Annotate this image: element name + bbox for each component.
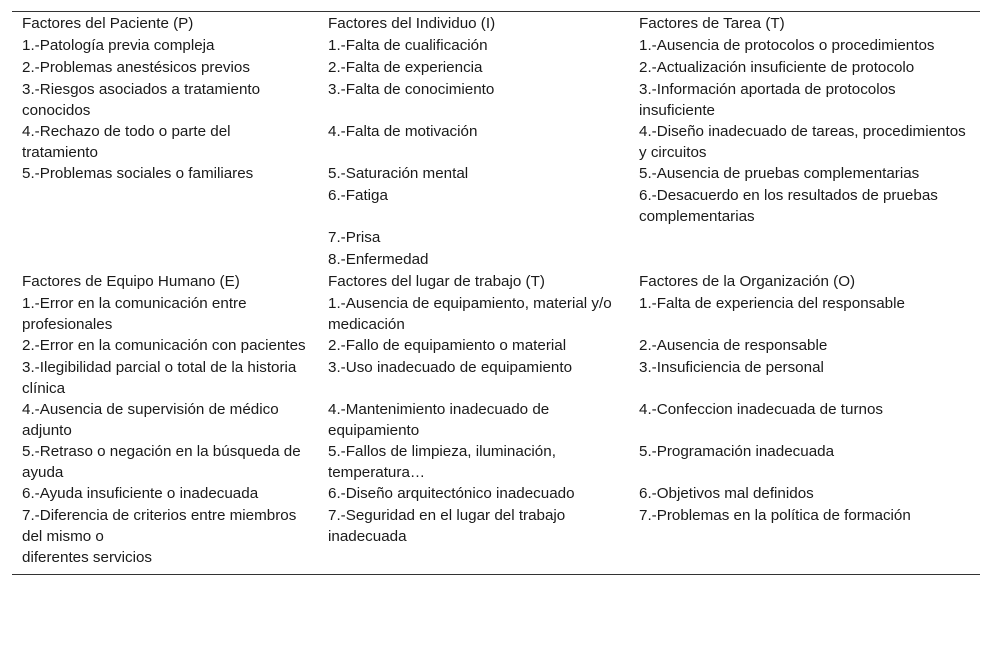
table-row [12,249,980,271]
table-row [12,227,980,249]
table-cell [318,547,629,574]
table-cell: 6.-Objetivos mal definidos [639,485,814,502]
table-cell: 4.-Diseño inadecuado de tareas, procedimientos y circuitos [639,123,966,161]
risk-factors-table [12,12,980,574]
table-cell: 3.-Ilegibilidad parcial o total de la historia clínica [22,359,297,397]
table-row [12,121,980,163]
table-row [12,293,980,335]
table-row [12,79,980,121]
table-cell: 7.-Seguridad en el lugar del trabajo inadecuada [328,507,566,545]
factors-table-container [12,11,980,575]
table-row [12,505,980,547]
table-row [12,35,980,57]
table-cell [12,227,318,249]
header-workplace-factors: Factores del lugar de trabajo (T) [328,273,545,290]
table-cell [629,249,980,271]
table-cell: 7.-Diferencia de criterios entre miembros del mismo o [22,507,297,545]
table-cell: 2.-Fallo de equipamiento o material [328,337,567,354]
table-cell: 5.-Problemas sociales o familiares [22,165,254,182]
table-cell: 1.-Error en la comunicación entre profesionales [22,295,247,333]
table-cell: 3.-Insuficiencia de personal [639,359,824,376]
table-cell: 6.-Fatiga [328,187,388,204]
table-cell [12,249,318,271]
table-cell: 4.-Rechazo de todo o parte del tratamiento [22,123,231,161]
table-cell: 3.-Información aportada de protocolos insuficiente [639,81,896,119]
table-cell: 5.-Fallos de limpieza, iluminación, temperatura… [328,443,556,481]
table-cell: 2.-Actualización insuficiente de protocolo [639,59,915,76]
table-cell: 3.-Falta de conocimiento [328,81,495,98]
table-cell [629,227,980,249]
header-individual-factors: Factores del Individuo (I) [328,15,496,32]
table-cell: 5.-Programación inadecuada [639,443,835,460]
table-cell: 5.-Saturación mental [328,165,469,182]
table-row [12,441,980,483]
table-row [12,357,980,399]
table-cell: 3.-Uso inadecuado de equipamiento [328,359,573,376]
header-task-factors: Factores de Tarea (T) [639,15,785,32]
table-row [12,399,980,441]
table-cell: 6.-Ayuda insuficiente o inadecuada [22,485,259,502]
table-row [12,335,980,357]
table-cell: 6.-Desacuerdo en los resultados de pruebas complementarias [639,187,938,225]
table-cell: 7.-Problemas en la política de formación [639,507,911,524]
table-cell: 7.-Prisa [328,229,381,246]
table-cell: 2.-Falta de experiencia [328,59,483,76]
table-cell: 1.-Falta de cualificación [328,37,488,54]
table-row [12,185,980,227]
section-header-row [12,271,980,293]
table-cell: 2.-Problemas anestésicos previos [22,59,250,76]
table-cell: 1.-Ausencia de protocolos o procedimientos [639,37,935,54]
table-cell: 1.-Ausencia de equipamiento, material y/o medicación [328,295,612,333]
table-cell [629,547,980,574]
table-cell: 2.-Error en la comunicación con pacientes [22,337,306,354]
table-cell: 4.-Falta de motivación [328,123,478,140]
table-cell: 6.-Diseño arquitectónico inadecuado [328,485,575,502]
table-cell: 4.-Mantenimiento inadecuado de equipamiento [328,401,550,439]
table-cell: 4.-Confeccion inadecuada de turnos [639,401,884,418]
header-organization-factors: Factores de la Organización (O) [639,273,856,290]
table-cell: 8.-Enfermedad [328,251,429,268]
header-team-factors: Factores de Equipo Humano (E) [22,273,240,290]
table-cell: 3.-Riesgos asociados a tratamiento conocidos [22,81,261,119]
section-header-row [12,12,980,35]
table-cell: 2.-Ausencia de responsable [639,337,828,354]
header-patient-factors: Factores del Paciente (P) [22,15,194,32]
table-cell [12,185,318,227]
table-row [12,483,980,505]
table-cell: 1.-Falta de experiencia del responsable [639,295,905,312]
table-cell: 5.-Retraso o negación en la búsqueda de ayuda [22,443,301,481]
table-cell: 5.-Ausencia de pruebas complementarias [639,165,920,182]
table-cell: 1.-Patología previa compleja [22,37,215,54]
table-cell: diferentes servicios [22,549,152,566]
table-cell: 4.-Ausencia de supervisión de médico adjunto [22,401,279,439]
table-row [12,57,980,79]
table-row [12,163,980,185]
table-row [12,547,980,574]
